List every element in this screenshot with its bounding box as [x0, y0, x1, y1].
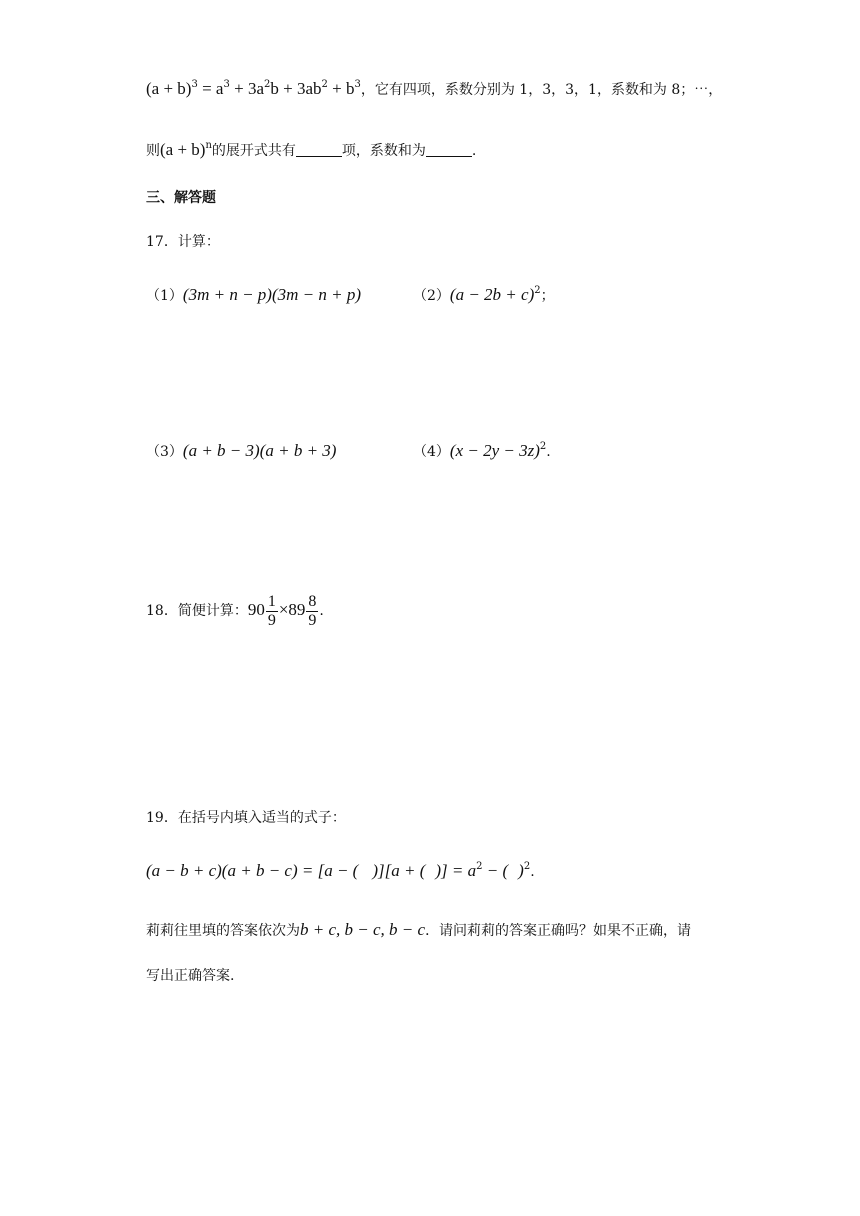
binomial-description: ，它有四项，系数分别为 1，3，3，1，系数和为 8；⋯，: [360, 82, 723, 98]
q17-part3: （3）(a + b − 3)(a + b + 3): [146, 441, 337, 460]
q17-part1: （1）(3m + n − p)(3m − n + p): [146, 285, 362, 304]
answer-blank-sum[interactable]: [426, 144, 472, 157]
fraction-2: $\frac{8}{9}$: [308, 592, 317, 629]
q19-paragraph-line1: 莉莉往里填的答案依次为b + c, b − c, b − c．请问莉莉的答案正确吗？如果不正确，请: [146, 920, 692, 939]
binomial-line: $(a + b)^3 = a^3 + 3a^2b + 3ab^2 + b^3$，它有四项，系数分别为 1，3，3，1，系数和为 8；⋯，: [146, 79, 723, 98]
lily-answers: b + c, b − c, b − c: [300, 920, 426, 939]
q17-part2: $(2)(a - 2b + c)^2$；: [413, 285, 555, 304]
fraction-1: $\frac{1}{9}$: [267, 592, 276, 629]
q17-part1-expr: (3m + n − p)(3m − n + p): [182, 285, 362, 304]
q17-part4: $(4)(x - 2y - 3z)^2$.: [413, 441, 551, 460]
q17-label: 17．计算：: [146, 234, 220, 250]
q18-label: 18．简便计算：: [146, 603, 248, 619]
q19-label: 19．在括号内填入适当的式子：: [146, 810, 346, 826]
section-title: 三、解答题: [146, 190, 216, 206]
q19-paragraph-line2: 写出正确答案.: [146, 968, 235, 984]
q17-part2-expr: (a − 2b + c): [449, 285, 535, 304]
question-line: 则$(a + b)^n$的展开式共有 项，系数和为 .: [146, 140, 477, 159]
answer-blank-terms[interactable]: [296, 144, 342, 157]
q17-part3-expr: (a + b − 3)(a + b + 3): [182, 441, 337, 460]
q18-line: 18．简便计算：90 $\frac{1}{9}$ ×89 $\frac{8}{9}$ .: [146, 592, 324, 629]
q19-equation: (a − b + c)(a + b − c) = [a − ( )][a + ( )] = $a^2$ − ( )$^2$.: [146, 861, 535, 880]
q17-part4-expr: (x − 2y − 3z): [449, 441, 540, 460]
binomial-lhs: (a + b): [146, 79, 192, 98]
